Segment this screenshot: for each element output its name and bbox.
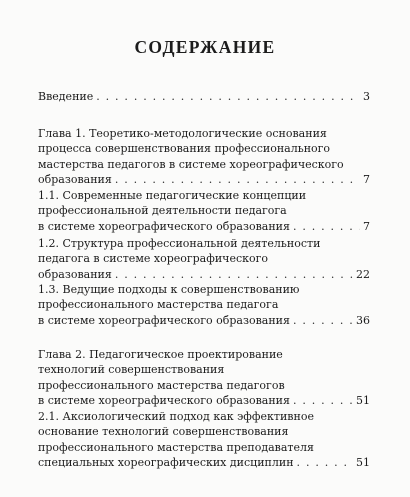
- toc-entry-introduction[interactable]: [38, 89, 370, 104]
- toc-entry-line: профессионального мастерства педагогов: [38, 378, 285, 392]
- toc-entry-line: профессионального мастерства педагога: [38, 298, 279, 312]
- toc-leader-dots: [297, 455, 353, 470]
- toc-entry-text: Введение: [38, 90, 94, 103]
- toc-entry-line: 1.3. Ведущие подходы к совершенствованию: [38, 283, 300, 296]
- toc-entry-line: профессиональной деятельности педагога: [38, 204, 287, 218]
- toc-entry-text: специальных хореографических дисциплин: [38, 456, 294, 470]
- toc-page-number: 22: [356, 267, 370, 281]
- toc-entry-section-1-3[interactable]: [38, 282, 370, 328]
- toc-leader-dots: [293, 219, 360, 234]
- toc-entry-text: в системе хореографического образования: [38, 394, 290, 408]
- toc-leader-dots: [293, 393, 353, 408]
- toc-page-number: 51: [356, 394, 370, 408]
- toc-entry-text: образования: [38, 267, 112, 281]
- toc-entry-line: основание технологий совершенствования: [38, 425, 289, 439]
- toc-entry-chapter-1[interactable]: [38, 126, 370, 188]
- toc-entry-text: в системе хореографического образования: [38, 219, 290, 233]
- toc-leader-dots: [293, 313, 353, 328]
- toc-entry-section-2-1[interactable]: [38, 409, 370, 471]
- toc-entry-line: 2.1. Аксиологический подход как эффективное: [38, 410, 314, 423]
- toc-entry-section-1-1[interactable]: [38, 188, 370, 234]
- toc-entry-line: педагога в системе хореографического: [38, 252, 269, 266]
- toc-page-number: 36: [356, 313, 370, 327]
- toc-page-number: 51: [356, 456, 370, 470]
- toc-entry-chapter-2[interactable]: [38, 347, 370, 409]
- toc-leader-dots: [115, 172, 360, 187]
- toc-leader-dots: [115, 267, 353, 282]
- toc-entry-line: Глава 1. Теоретико-методологические основания: [38, 127, 327, 140]
- toc-entry-section-1-2[interactable]: [38, 236, 370, 282]
- toc-entry-line: мастерства педагогов в системе хореографического: [38, 157, 344, 171]
- toc-entry-line: 1.1. Современные педагогические концепции: [38, 189, 307, 202]
- toc-entry-text: в системе хореографического образования: [38, 313, 290, 327]
- toc-entry-line: Глава 2. Педагогическое проектирование: [38, 348, 283, 361]
- toc-entry-text: образования: [38, 173, 112, 187]
- toc-page-number: 3: [363, 90, 370, 103]
- toc-leader-dots: [96, 89, 360, 104]
- toc-entry-line: профессионального мастерства преподавателя: [38, 440, 314, 454]
- toc-entry-line: 1.2. Структура профессиональной деятельности: [38, 237, 321, 250]
- toc-entry-line: технологий совершенствования: [38, 363, 225, 377]
- page-title: СОДЕРЖАНИЕ: [134, 37, 276, 57]
- toc-page-number: 7: [363, 219, 370, 233]
- toc-page-number: 7: [363, 173, 370, 187]
- toc-entry-line: процесса совершенствования профессионального: [38, 142, 331, 156]
